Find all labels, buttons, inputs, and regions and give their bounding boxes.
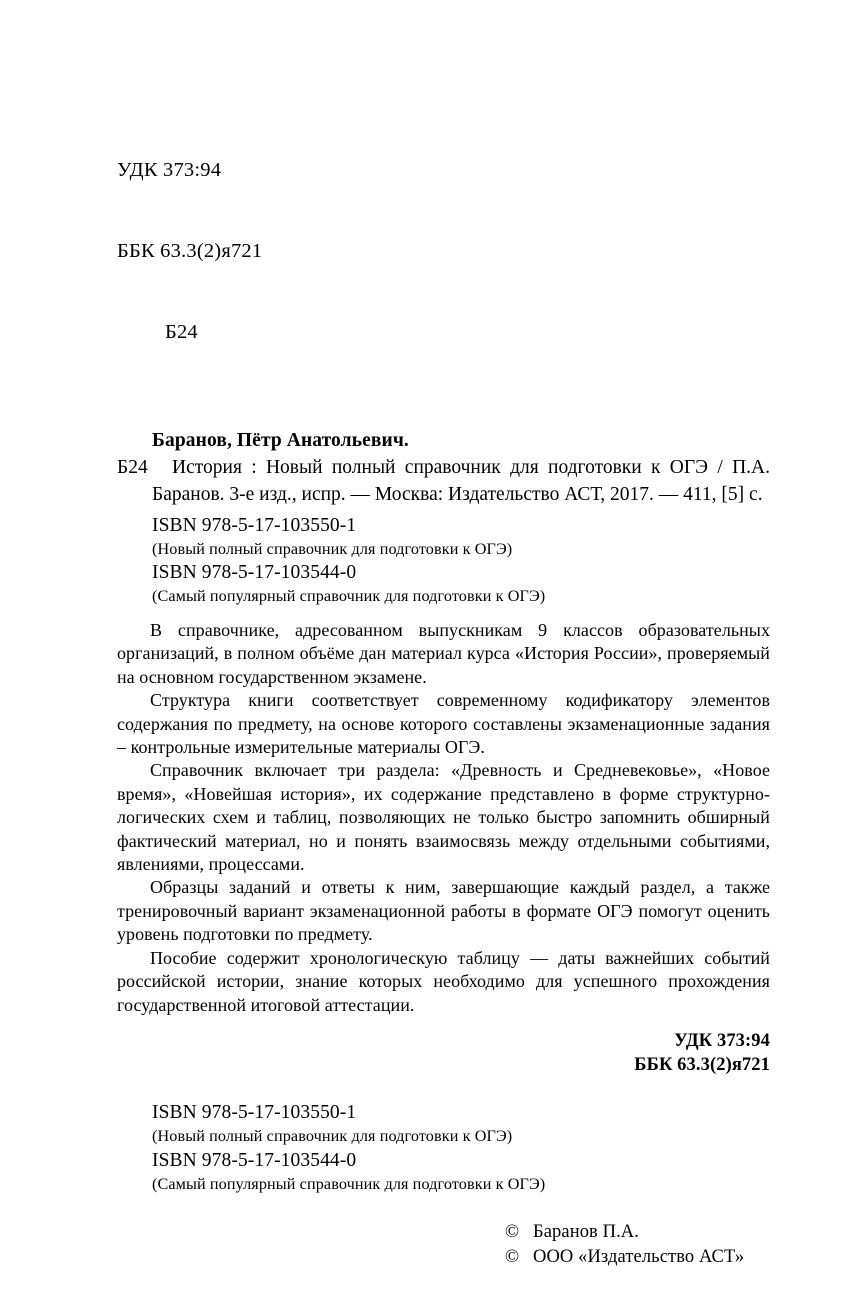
annotation-paragraph: Пособие содержит хронологическую таблицу — даты важнейших событий российской истории, знание которых необходимо для успешного прохождения государственной итоговой аттестации. (117, 947, 770, 1015)
shelfmark-top: Б24 (165, 321, 198, 343)
isbn-secondary-bottom: ISBN 978-5-17-103544-0 (152, 1149, 357, 1171)
bibliographic-entry-text: История : Новый полный справочник для подготовки к ОГЭ / П.А. Баранов. 3-е изд., испр. — Москва: Издательство АСТ, 2017. — 411, [5] с. (152, 457, 770, 505)
annotation-paragraph: Структура книги соответствует современному кодификатору элементов содержания по предмету, на основе которого составлены экзаменационные задания – контрольные измерительные материалы ОГЭ. (117, 690, 770, 758)
isbn-secondary-top: ISBN 978-5-17-103544-0 (152, 562, 357, 583)
author-heading: Баранов, Пётр Анатольевич. (152, 430, 409, 451)
isbn-secondary-note-bottom: (Самый популярный справочник для подготовки к ОГЭ) (152, 1175, 546, 1194)
udk-code-top: УДК 373:94 (117, 159, 222, 181)
copyright-icon: © (505, 1221, 520, 1242)
isbn-block-top (117, 513, 770, 607)
isbn-primary-note-top: (Новый полный справочник для подготовки к ОГЭ) (152, 540, 513, 558)
copyright-line-author (505, 1220, 770, 1246)
annotation-paragraph: Образцы заданий и ответы к ним, завершающие каждый раздел, а также тренировочный вариант экзаменационной работы в формате ОГЭ помогут оценить уровень подготовки по предмету. (117, 877, 770, 945)
bbk-code-top: ББК 63.3(2)я721 (117, 240, 263, 262)
udk-code-bottom: УДК 373:94 (674, 1030, 770, 1051)
annotation-paragraph: В справочнике, адресованном выпускникам 9 классов образовательных организаций, в полном объёме дан материал курса «История России», проверяемый на основном государственном экзамене. (117, 620, 770, 687)
annotation-paragraph: Справочник включает три раздела: «Древность и Средневековье», «Новое время», «Новейшая история», их содержание представлено в форме структурно-логических схем и таблиц, позволяющих не только быстро запомнить обширный фактический материал, но и понять взаимосвязь между отдельными событиями, явлениями, процессами. (117, 760, 770, 875)
isbn-block-bottom (117, 1100, 770, 1196)
bibliographic-record (117, 455, 770, 508)
copyright-holder-author: Баранов П.А. (533, 1221, 639, 1242)
isbn-secondary-note-top: (Самый популярный справочник для подготовки к ОГЭ) (152, 587, 546, 605)
shelfmark-inline: Б24 (117, 457, 148, 478)
copyright-holder-publisher: ООО «Издательство АСТ» (533, 1247, 745, 1268)
copyright-block (117, 1220, 770, 1271)
isbn-primary-top: ISBN 978-5-17-103550-1 (152, 515, 357, 536)
imprint-body (117, 428, 770, 1271)
annotation-text (117, 619, 770, 1017)
copyright-icon: © (505, 1247, 520, 1268)
classification-block-top (117, 103, 262, 400)
isbn-primary-note-bottom: (Новый полный справочник для подготовки к ОГЭ) (152, 1127, 513, 1146)
bbk-code-bottom: ББК 63.3(2)я721 (634, 1055, 770, 1076)
isbn-primary-bottom: ISBN 978-5-17-103550-1 (152, 1101, 357, 1123)
copyright-line-publisher (505, 1245, 770, 1271)
classification-block-bottom (117, 1029, 770, 1078)
